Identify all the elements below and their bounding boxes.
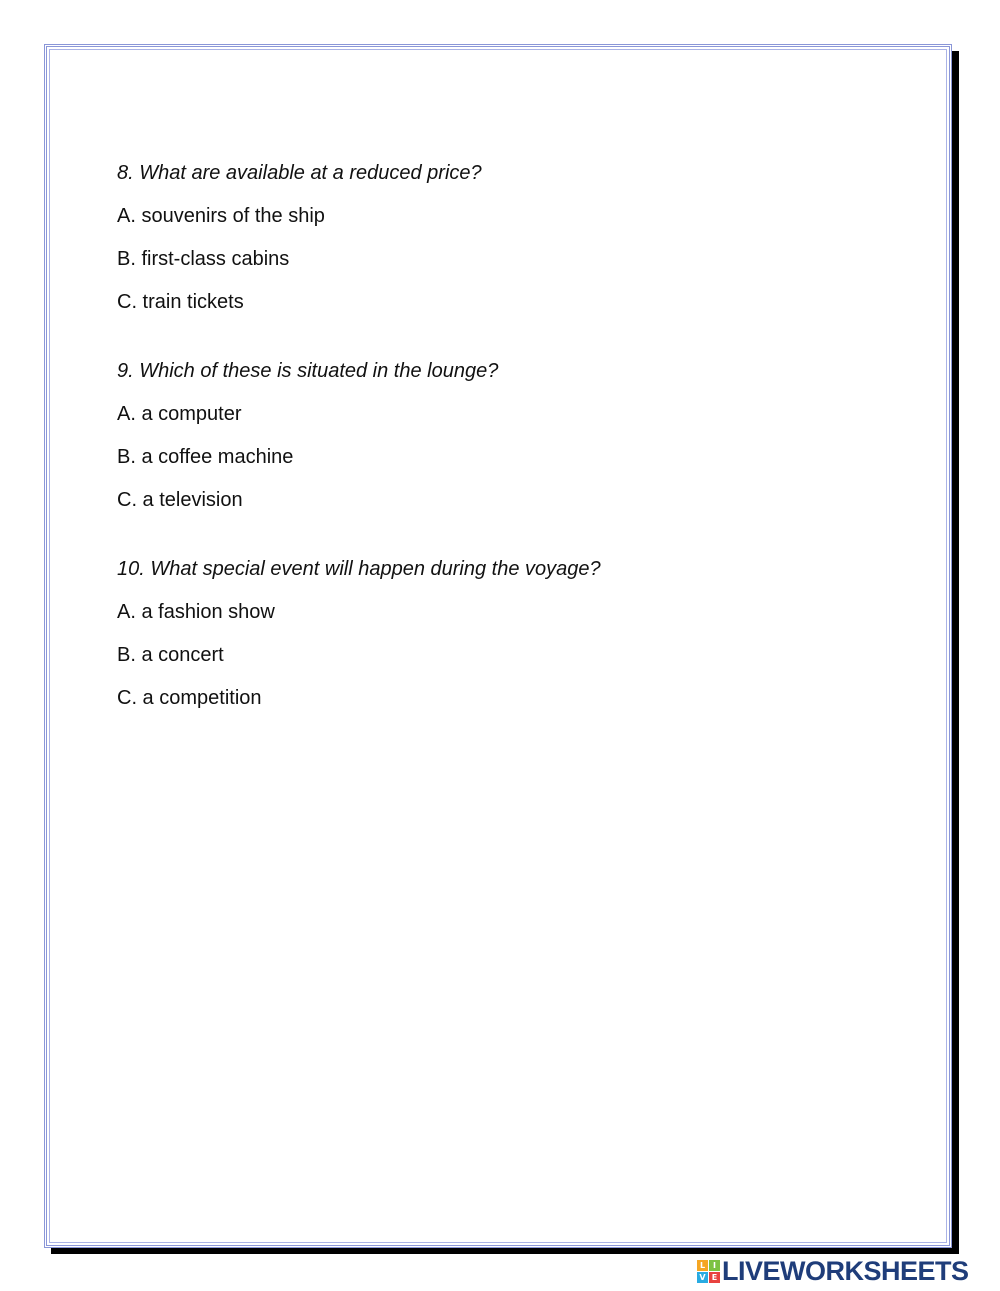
option-10c: C. a competition xyxy=(117,687,262,709)
logo-text: LIVEWORKSHEETS xyxy=(722,1255,969,1286)
option-9c: C. a television xyxy=(117,489,243,511)
logo-badge-cell: V xyxy=(697,1272,708,1283)
option-10b: B. a concert xyxy=(117,644,224,666)
option-9a: A. a computer xyxy=(117,403,242,425)
logo-badge-cell: L xyxy=(697,1260,708,1271)
option-9b: B. a coffee machine xyxy=(117,446,294,468)
question-8: 8. What are available at a reduced price? xyxy=(117,162,482,184)
question-block-10 xyxy=(117,556,897,711)
question-block-9 xyxy=(117,358,897,513)
question-block-8 xyxy=(117,160,897,315)
question-9: 9. Which of these is situated in the lounge? xyxy=(117,360,499,382)
option-8a: A. souvenirs of the ship xyxy=(117,205,325,227)
logo-badge-cell: I xyxy=(709,1260,720,1271)
liveworksheets-logo xyxy=(697,1255,969,1286)
worksheet-content xyxy=(117,160,897,754)
option-8c: C. train tickets xyxy=(117,291,244,313)
option-10a: A. a fashion show xyxy=(117,601,275,623)
logo-badge-icon xyxy=(697,1260,720,1283)
question-10: 10. What special event will happen during the voyage? xyxy=(117,558,601,580)
logo-badge-cell: E xyxy=(709,1272,720,1283)
option-8b: B. first-class cabins xyxy=(117,248,290,270)
